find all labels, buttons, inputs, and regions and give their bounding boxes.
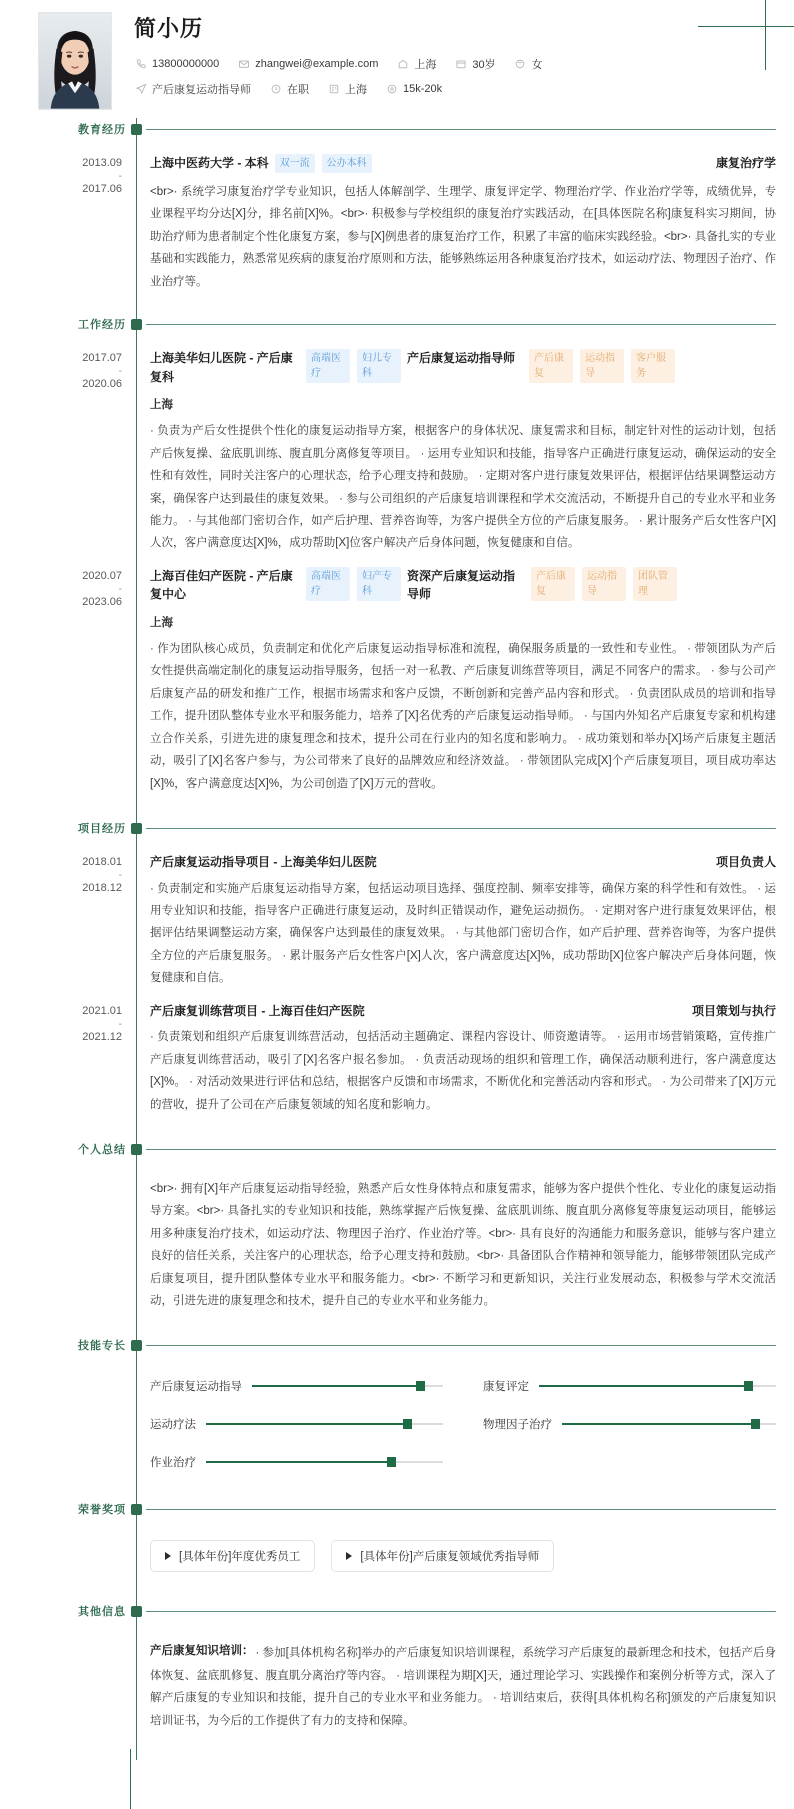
- education-description: <br>· 系统学习康复治疗学专业知识，包括人体解剖学、生理学、康复评定学、物理治疗学、作业治疗学等，成绩优异，专业课程平均分达[X]分，排名前[X]%。<br>· 积极参与学校组织的康复治疗实践活动，在[具体医院名称]康复科实习期间，协助治疗师为患者制定个性化康复方案，参与[X]例患者的康复治疗工作，积累了丰富的临床实践经验。<br>· 具备扎实的专业基础和实践能力，熟悉常见疾病的康复治疗原则和方法，能够熟练运用各种康复治疗技术，如运动疗法、物理因子治疗、作业治疗等。: [150, 186, 776, 288]
- contact-gender: [514, 56, 543, 72]
- timeline-node: [131, 319, 142, 330]
- contact-job-status-text: 在职: [287, 84, 309, 97]
- skill-slider-fill: [252, 1385, 420, 1387]
- role-tag: 客户服务: [631, 349, 675, 383]
- date-separator: -: [118, 170, 122, 182]
- project-entry-date: [0, 853, 136, 897]
- project-entry-body: [136, 1002, 776, 1116]
- company-tag-group: [306, 349, 401, 383]
- section-title-summary: 个人总结: [78, 1143, 126, 1156]
- play-triangle-icon: [165, 1552, 171, 1560]
- section-header-other: [0, 1600, 794, 1626]
- contact-position-text: 产后康复运动指导师: [152, 84, 251, 97]
- project-description: · 负责制定和实施产后康复运动指导方案，包括运动项目选择、强度控制、频率安排等，确保方案的科学性和有效性。 · 运用专业知识和技能，指导客户正确进行康复运动，及时纠正错误动作，避免运动损伤。 · 定期对客户进行康复效果评估，根据评估结果调整运动方案，确保客户达到最佳的康复效果。 · 与其他部门密切合作，如产后护理、营养咨询等，为客户提供全方位的产后康复服务。 · 累计服务产后女性客户[X]人次，客户满意度达[X]%，成功帮助[X]位客户解决产后身体问题，恢复健康和自信。: [150, 882, 776, 985]
- section-divider: [146, 1509, 776, 1510]
- company-name: 上海百佳妇产医院 - 产后康复中心: [150, 568, 293, 602]
- avatar-illustration: [39, 13, 111, 109]
- header-main: [112, 12, 774, 106]
- work-description: · 负责为产后女性提供个性化的康复运动指导方案，根据客户的身体状况、康复需求和目标，制定针对性的运动计划，包括产后恢复操、盆底肌训练、腹直肌分离修复等项目。 · 运用专业知识和技能，指导客户正确进行康复运动，确保运动的安全性和有效性，同时关注客户的心理状态，给予心理支持和鼓励。 · 定期对客户进行康复效果评估，根据评估结果调整运动方案，确保客户达到最佳的康复效果。 · 参与公司组织的产后康复培训课程和学术交流活动，不断提升自己的专业水平和业务能力。 · 与其他部门密切合作，如产后护理、营养咨询等，为客户提供全方位的产后康复服务。 · 累计服务产后女性客户[X]人次，客户满意度达[X]%，成功帮助[X]位客户解决产后身体问题，恢复健康和自信。: [150, 425, 776, 550]
- education-entry: [0, 144, 794, 295]
- section-divider: [146, 828, 776, 829]
- education-title-row: [150, 154, 776, 173]
- company-tag-group: [306, 567, 401, 601]
- project-role: 项目策划与执行: [691, 1003, 776, 1018]
- resume-header: [0, 0, 794, 118]
- school-tag: 公办本科: [322, 154, 372, 173]
- date-separator: -: [118, 869, 122, 881]
- timeline-node: [131, 1504, 142, 1515]
- contact-row-primary: [134, 56, 774, 72]
- skill-slider-knob[interactable]: [403, 1419, 412, 1429]
- role-tag: 运动指导: [580, 349, 624, 383]
- project-name: 产后康复运动指导项目 - 上海美华妇儿医院: [150, 854, 377, 869]
- skill-slider-knob[interactable]: [744, 1381, 753, 1391]
- award-label: [具体年份]年度优秀员工: [179, 1551, 301, 1564]
- play-triangle-icon: [346, 1552, 352, 1560]
- skills-grid: [0, 1360, 794, 1480]
- date-start: 2018.01: [82, 855, 122, 868]
- section-title-projects: 项目经历: [78, 822, 126, 835]
- date-start: 2013.09: [82, 157, 122, 169]
- skill-item: [150, 1378, 443, 1394]
- section-title-work: 工作经历: [78, 319, 126, 332]
- project-title-left: [150, 853, 377, 872]
- section-header-skills: [0, 1334, 794, 1360]
- section-title-education: 教育经历: [78, 124, 126, 136]
- timeline-node: [131, 1340, 142, 1351]
- timeline-node: [131, 1144, 142, 1155]
- section-header-education: [0, 118, 794, 144]
- project-title-row: [150, 1002, 776, 1021]
- role-tag: 产后康复: [531, 567, 575, 601]
- section-title-other: 其他信息: [78, 1606, 126, 1619]
- section-title-awards: 荣誉奖项: [78, 1504, 126, 1517]
- skill-name: 康复评定: [483, 1381, 529, 1394]
- section-divider: [146, 1149, 776, 1150]
- date-start: 2021.01: [82, 1004, 122, 1017]
- section-header-awards: [0, 1498, 794, 1524]
- date-separator: -: [118, 1018, 122, 1030]
- role-tag-group: [531, 567, 677, 601]
- timeline-node: [131, 124, 142, 135]
- section-other: [0, 1600, 794, 1760]
- work-entry-date: [0, 349, 136, 393]
- skill-item: [483, 1378, 776, 1394]
- date-end: 2021.12: [82, 1030, 122, 1043]
- contact-row-secondary: [134, 81, 774, 97]
- contact-salary-text: 15k-20k: [403, 83, 443, 96]
- project-role: 项目负责人: [715, 854, 776, 869]
- section-divider: [146, 1345, 776, 1346]
- avatar: [38, 12, 112, 110]
- phone-icon: [134, 58, 147, 71]
- skill-name: 物理因子治疗: [483, 1419, 552, 1432]
- school-tag-group: [275, 154, 372, 173]
- section-work: [0, 313, 794, 797]
- contact-email-text: zhangwei@example.com: [255, 58, 379, 71]
- summary-box: [0, 1164, 794, 1319]
- contact-job-status: [269, 81, 309, 97]
- work-title-left: [150, 349, 675, 386]
- job-title: 产后康复运动指导师: [407, 351, 516, 366]
- timeline-node: [131, 823, 142, 834]
- contact-city: [396, 56, 436, 72]
- work-entry-date: [0, 567, 136, 611]
- skill-slider-fill: [562, 1423, 755, 1425]
- status-icon: [269, 83, 282, 96]
- other-info-block: [0, 1626, 794, 1760]
- gender-icon: [514, 58, 527, 71]
- salary-icon: [385, 83, 398, 96]
- role-tag: 产后康复: [529, 349, 573, 383]
- skill-slider[interactable]: [252, 1385, 443, 1387]
- contact-age: [454, 56, 495, 72]
- summary-text: <br>· 拥有[X]年产后康复运动指导经验，熟悉产后女性身体特点和康复需求，能够为客户提供个性化、专业化的康复运动指导方案。<br>· 具备扎实的专业知识和技能，熟练掌握产后恢复操、盆底肌训练、腹直肌分离修复等康复运动项目，能够运用多种康复治疗技术，如运动疗法、物理因子治疗、作业治疗等。<br>· 具有良好的沟通能力和服务意识，能够与客户建立良好的信任关系，关注客户的心理状态，给予心理支持和鼓励。<br>· 具备团队合作精神和领导能力，能够带领团队完成产后康复项目，提升团队整体专业水平和服务能力。<br>· 不断学习和更新知识，关注行业发展动态，积极参与学术交流活动，引进先进的康复理念和技术，提升自己的专业水平和业务能力。: [150, 1182, 776, 1308]
- skill-item: [150, 1416, 443, 1432]
- home-icon: [396, 58, 409, 71]
- job-title: 资深产后康复运动指导师: [407, 568, 516, 602]
- contact-city-text: 上海: [414, 59, 437, 72]
- company-tag: 妇儿专科: [357, 349, 401, 383]
- section-divider: [146, 1611, 776, 1612]
- project-name: 产后康复训练营项目 - 上海百佳妇产医院: [150, 1003, 365, 1018]
- other-info-text: · 参加[具体机构名称]举办的产后康复知识培训课程，系统学习产后康复的最新理念和技术，包括产后身体恢复、盆底肌修复、腹直肌分离治疗等内容。 · 培训课程为期[X]天，通过理论学习、实践操作和案例分析等方式，深入了解产后康复的专业知识和技能，提升自己的专业水平和业务能力。 · 培训结束后，获得[具体机构名称]颁发的产后康复知识培训证书，为今后的工作提供了有力的支持和保障。: [150, 1647, 776, 1727]
- work-entry: [0, 339, 794, 557]
- date-end: 2018.12: [82, 881, 122, 894]
- skill-slider-knob[interactable]: [751, 1419, 760, 1429]
- date-separator: -: [118, 583, 122, 595]
- date-separator: -: [118, 366, 122, 378]
- date-start: 2020.07: [82, 569, 122, 582]
- other-info-title: 产后康复知识培训：: [150, 1645, 254, 1658]
- skill-slider-knob[interactable]: [416, 1381, 425, 1391]
- section-projects: [0, 817, 794, 1118]
- role-tag-group: [529, 349, 675, 383]
- skill-slider[interactable]: [539, 1385, 776, 1387]
- company-tag: 高端医疗: [306, 567, 350, 601]
- section-header-summary: [0, 1138, 794, 1164]
- skill-name: 作业治疗: [150, 1457, 196, 1470]
- skill-item: [483, 1416, 776, 1432]
- award-label: [具体年份]产后康复领域优秀指导师: [360, 1551, 540, 1564]
- school-name: 上海中医药大学 - 本科: [150, 156, 269, 170]
- work-description: · 作为团队核心成员，负责制定和优化产后康复运动指导标准和流程，确保服务质量的一致性和专业性。 · 带领团队为产后女性提供高端定制化的康复运动指导服务，包括一对一私教、产后康复训练营等项目，满足不同客户的需求。 · 参与公司产后康复产品的研发和推广工作，根据市场需求和客户反馈，不断创新和完善产品内容和形式。 · 负责团队成员的培训和指导工作，提升团队整体专业水平和服务能力，培养了[X]名优秀的产后康复运动指导师。 · 与国内外知名产后康复专家和机构建立合作关系，引进先进的康复理念和技术，提升公司在行业内的知名度和影响力。 · 成功策划和举办[X]场产后康复主题活动，吸引了[X]名客户参与，为公司带来了良好的品牌效应和经济效益。 · 带领团队完成[X]个产后康复项目，项目成功率达[X]%，客户满意度达[X]%，为公司创造了[X]万元的营收。: [150, 643, 776, 790]
- resume-body: [0, 118, 794, 1760]
- date-end: 2020.06: [82, 378, 122, 391]
- skill-slider-knob[interactable]: [387, 1457, 396, 1467]
- work-location: 上海: [150, 399, 173, 412]
- section-summary: [0, 1138, 794, 1319]
- contact-phone: [134, 58, 219, 71]
- school-tag: 双一流: [275, 154, 315, 173]
- section-skills: [0, 1334, 794, 1480]
- skill-slider[interactable]: [562, 1423, 776, 1425]
- section-divider: [146, 324, 776, 325]
- section-divider: [146, 129, 776, 130]
- contact-position: [134, 81, 251, 97]
- project-entry-date: [0, 1002, 136, 1046]
- contact-email: [237, 58, 378, 71]
- date-start: 2017.07: [82, 352, 122, 365]
- award-chip[interactable]: [331, 1540, 554, 1572]
- skill-slider[interactable]: [206, 1461, 443, 1463]
- skill-slider-fill: [206, 1423, 407, 1425]
- work-title-left: [150, 567, 677, 604]
- skill-name: 产后康复运动指导: [150, 1381, 242, 1394]
- contact-age-text: 30岁: [472, 59, 496, 72]
- company-tag: 妇产专科: [357, 567, 401, 601]
- project-title-row: [150, 853, 776, 872]
- role-tag: 运动指导: [582, 567, 626, 601]
- company-tag: 高端医疗: [306, 349, 350, 383]
- skill-slider-fill: [206, 1461, 391, 1463]
- company-name: 上海美华妇儿医院 - 产后康复科: [150, 351, 293, 384]
- timeline-node: [131, 1606, 142, 1617]
- contact-salary: [385, 83, 442, 96]
- project-entry: [0, 992, 794, 1118]
- contact-phone-text: 13800000000: [152, 58, 220, 71]
- work-entry-body: [136, 567, 776, 795]
- mail-icon: [237, 58, 250, 71]
- education-entry-body: [136, 154, 776, 293]
- section-education: [0, 118, 794, 295]
- position-icon: [134, 83, 147, 96]
- section-title-skills: 技能专长: [78, 1340, 126, 1353]
- project-entry-body: [136, 853, 776, 990]
- building-icon: [327, 83, 340, 96]
- section-awards: [0, 1498, 794, 1584]
- work-entry-body: [136, 349, 776, 555]
- contact-work-city-text: 上海: [345, 84, 367, 97]
- skill-name: 运动疗法: [150, 1419, 196, 1432]
- date-end: 2023.06: [82, 595, 122, 608]
- calendar-icon: [454, 58, 467, 71]
- education-entry-date: [0, 154, 136, 198]
- skill-item: [150, 1454, 443, 1470]
- contact-work-city: [327, 81, 367, 97]
- work-title-row: [150, 349, 776, 386]
- date-end: 2017.06: [82, 182, 122, 195]
- project-description: · 负责策划和组织产后康复训练营活动，包括活动主题确定、课程内容设计、师资邀请等。 · 运用市场营销策略，宣传推广产后康复训练营活动，吸引了[X]名客户报名参加。 · 负责活动现场的组织和管理工作，确保活动顺利进行，客户满意度达[X]%。 · 对活动效果进行评估和总结，根据客户反馈和市场需求，不断优化和完善活动内容和形式。 · 为公司带来了[X]万元的营收，提升了公司在产后康复领域的知名度和影响力。: [150, 1031, 776, 1111]
- section-header-projects: [0, 817, 794, 843]
- skill-slider[interactable]: [206, 1423, 443, 1425]
- section-header-work: [0, 313, 794, 339]
- work-location: 上海: [150, 617, 173, 630]
- skill-slider-fill: [539, 1385, 748, 1387]
- project-title-left: [150, 1002, 365, 1021]
- contact-gender-text: 女: [531, 59, 543, 72]
- project-entry: [0, 843, 794, 992]
- work-title-row: [150, 567, 776, 604]
- page-title: 简小历: [134, 16, 204, 41]
- awards-list: [0, 1524, 794, 1584]
- work-entry: [0, 557, 794, 797]
- education-title-left: [150, 154, 372, 173]
- award-chip[interactable]: [150, 1540, 315, 1572]
- education-major: 康复治疗学: [715, 156, 776, 170]
- role-tag: 团队管理: [633, 567, 677, 601]
